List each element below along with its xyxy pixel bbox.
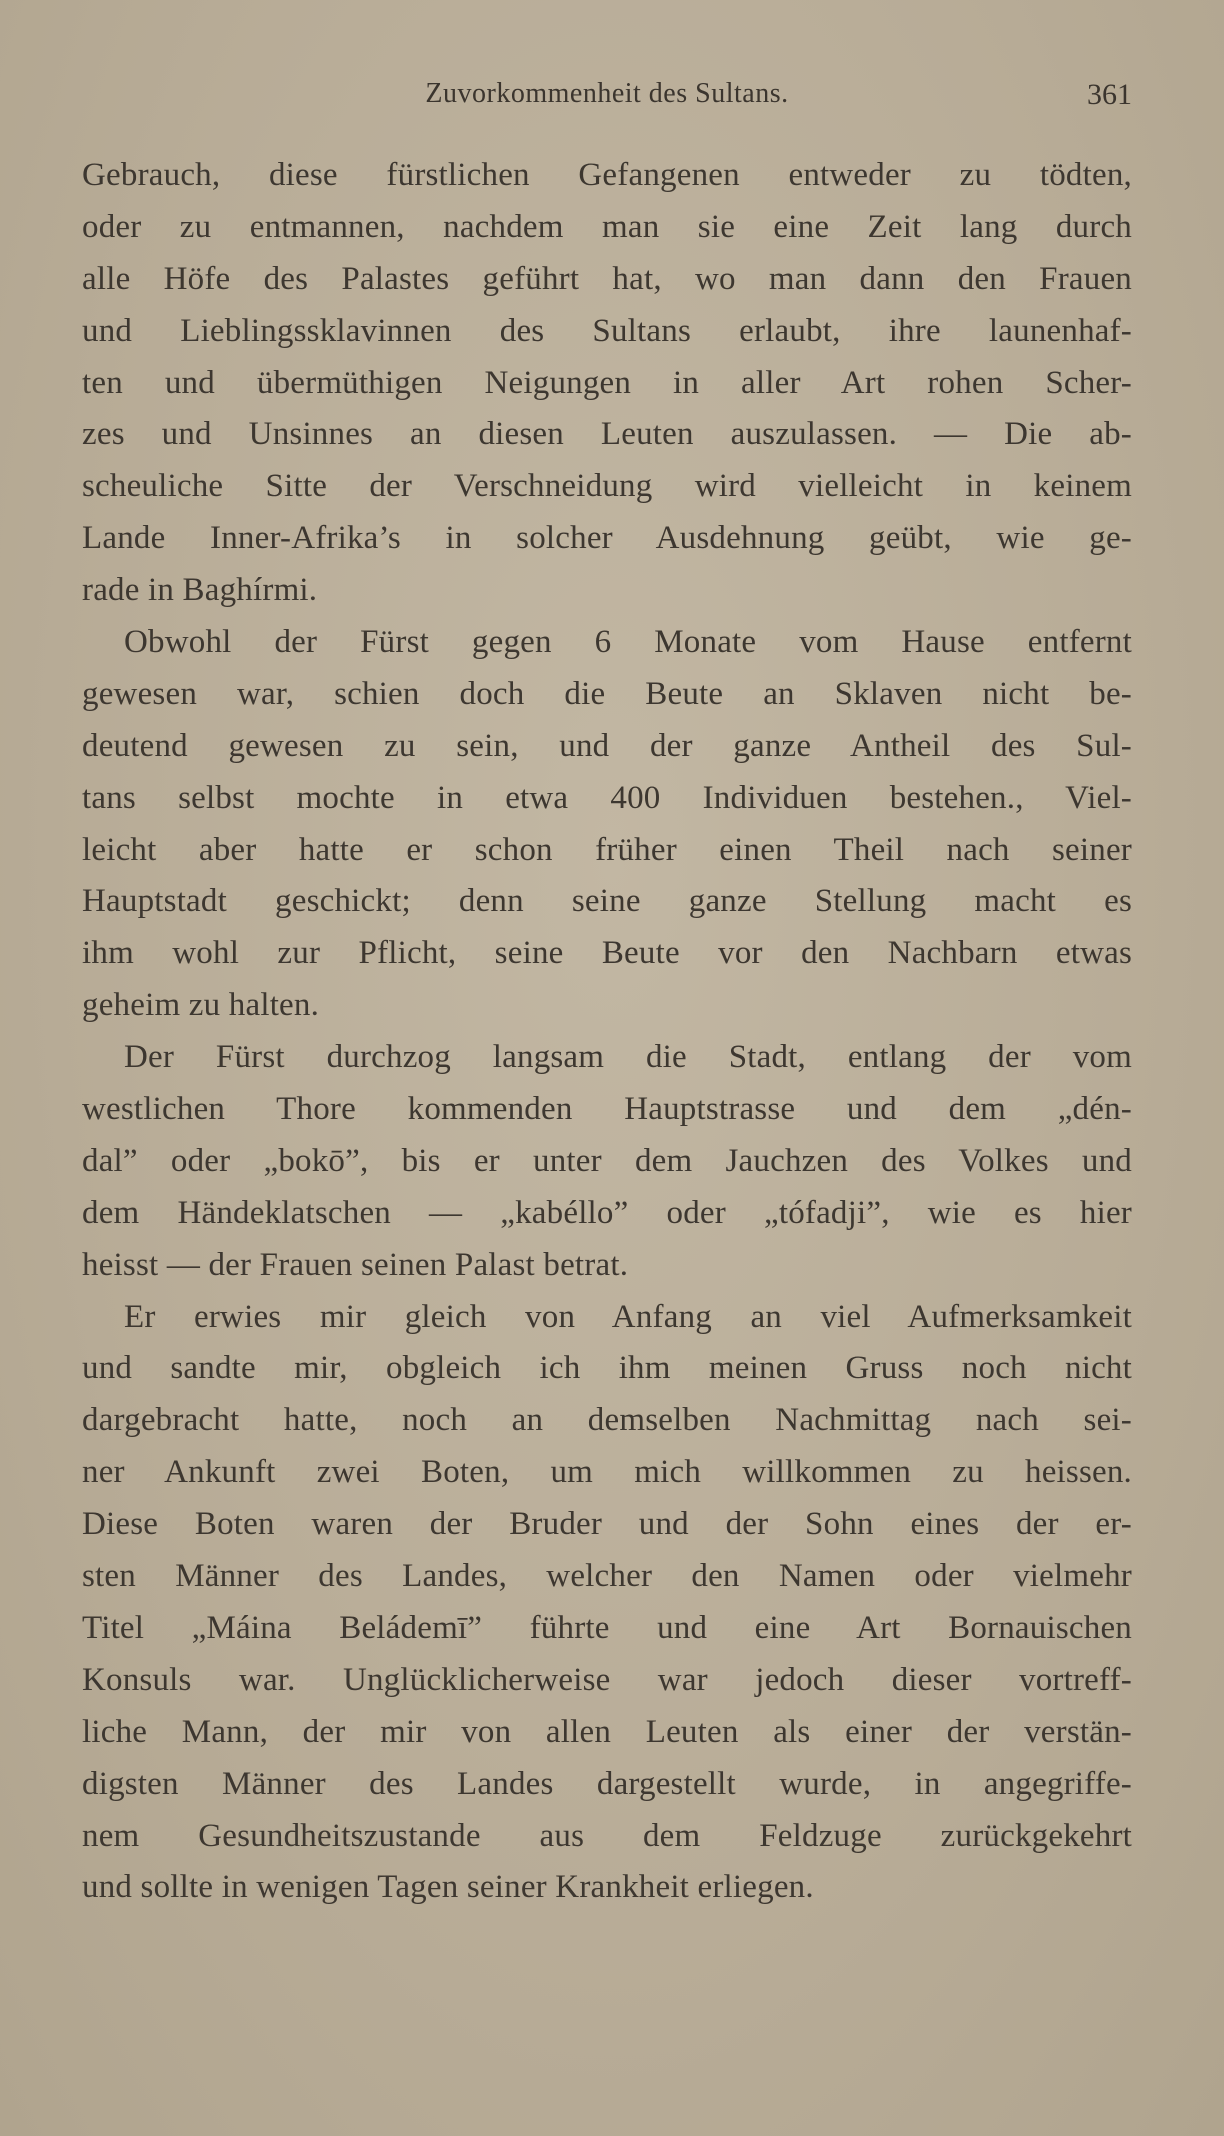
page-number: 361 bbox=[1087, 78, 1132, 111]
text-line: rade in Baghírmi. bbox=[82, 572, 318, 609]
running-title: Zuvorkommenheit des Sultans. bbox=[425, 78, 789, 109]
text-line: und sollte in wenigen Tagen seiner Krankheit erliegen. bbox=[82, 1869, 814, 1906]
text-line: zes und Unsinnes an diesen Leuten auszulassen. — Die ab- bbox=[82, 416, 1132, 453]
text-line: dem Händeklatschen — „kabéllo” oder „tófadji”, wie es hier bbox=[82, 1194, 1132, 1231]
text-line: Titel „Máina Beládemī” führte und eine Art Bornauischen bbox=[82, 1609, 1132, 1646]
text-line: gewesen war, schien doch die Beute an Sklaven nicht be- bbox=[82, 675, 1132, 712]
body-text bbox=[82, 150, 1132, 1914]
text-line: Konsuls war. Unglücklicherweise war jedoch dieser vortreff- bbox=[82, 1661, 1132, 1698]
text-line: heisst — der Frauen seinen Palast betrat. bbox=[82, 1246, 629, 1283]
text-line: scheuliche Sitte der Verschneidung wird vielleicht in keinem bbox=[82, 468, 1132, 505]
text-line: oder zu entmannen, nachdem man sie eine Zeit lang durch bbox=[82, 208, 1132, 245]
text-line: dargebracht hatte, noch an demselben Nachmittag nach sei- bbox=[82, 1402, 1132, 1439]
text-line: ten und übermüthigen Neigungen in aller Art rohen Scher- bbox=[82, 364, 1132, 401]
text-line: sten Männer des Landes, welcher den Namen oder vielmehr bbox=[82, 1558, 1132, 1595]
text-line: und sandte mir, obgleich ich ihm meinen Gruss noch nicht bbox=[82, 1350, 1132, 1387]
text-line: Gebrauch, diese fürstlichen Gefangenen entweder zu tödten, bbox=[82, 157, 1132, 193]
text-line: Obwohl der Fürst gegen 6 Monate vom Hause entfernt bbox=[124, 624, 1132, 661]
text-line: Hauptstadt geschickt; denn seine ganze Stellung macht es bbox=[82, 883, 1132, 920]
text-line: alle Höfe des Palastes geführt hat, wo man dann den Frauen bbox=[82, 260, 1132, 297]
text-line: dal” oder „bokō”, bis er unter dem Jauchzen des Volkes und bbox=[82, 1142, 1132, 1179]
text-line: liche Mann, der mir von allen Leuten als einer der verstän- bbox=[82, 1713, 1132, 1750]
text-line: Der Fürst durchzog langsam die Stadt, entlang der vom bbox=[124, 1039, 1132, 1076]
text-line: Lande Inner-Afrika’s in solcher Ausdehnung geübt, wie ge- bbox=[82, 520, 1132, 557]
text-line: nem Gesundheitszustande aus dem Feldzuge zurückgekehrt bbox=[82, 1817, 1132, 1854]
text-line: tans selbst mochte in etwa 400 Individuen bestehen., Viel- bbox=[82, 779, 1132, 816]
text-line: ihm wohl zur Pflicht, seine Beute vor den Nachbarn etwas bbox=[82, 935, 1132, 972]
text-line: und Lieblingssklavinnen des Sultans erlaubt, ihre launenhaf- bbox=[82, 312, 1132, 349]
text-line: digsten Männer des Landes dargestellt wurde, in angegriffe- bbox=[82, 1765, 1132, 1802]
text-line: westlichen Thore kommenden Hauptstrasse und dem „dén- bbox=[82, 1091, 1132, 1128]
text-line: Diese Boten waren der Bruder und der Sohn eines der er- bbox=[82, 1506, 1132, 1543]
text-line: geheim zu halten. bbox=[82, 987, 320, 1024]
text-line: ner Ankunft zwei Boten, um mich willkommen zu heissen. bbox=[82, 1454, 1132, 1491]
text-line: deutend gewesen zu sein, und der ganze Antheil des Sul- bbox=[82, 727, 1132, 764]
text-line: Er erwies mir gleich von Anfang an viel Aufmerksamkeit bbox=[124, 1298, 1132, 1335]
text-line: leicht aber hatte er schon früher einen Theil nach seiner bbox=[82, 831, 1132, 868]
running-head bbox=[82, 78, 1132, 122]
